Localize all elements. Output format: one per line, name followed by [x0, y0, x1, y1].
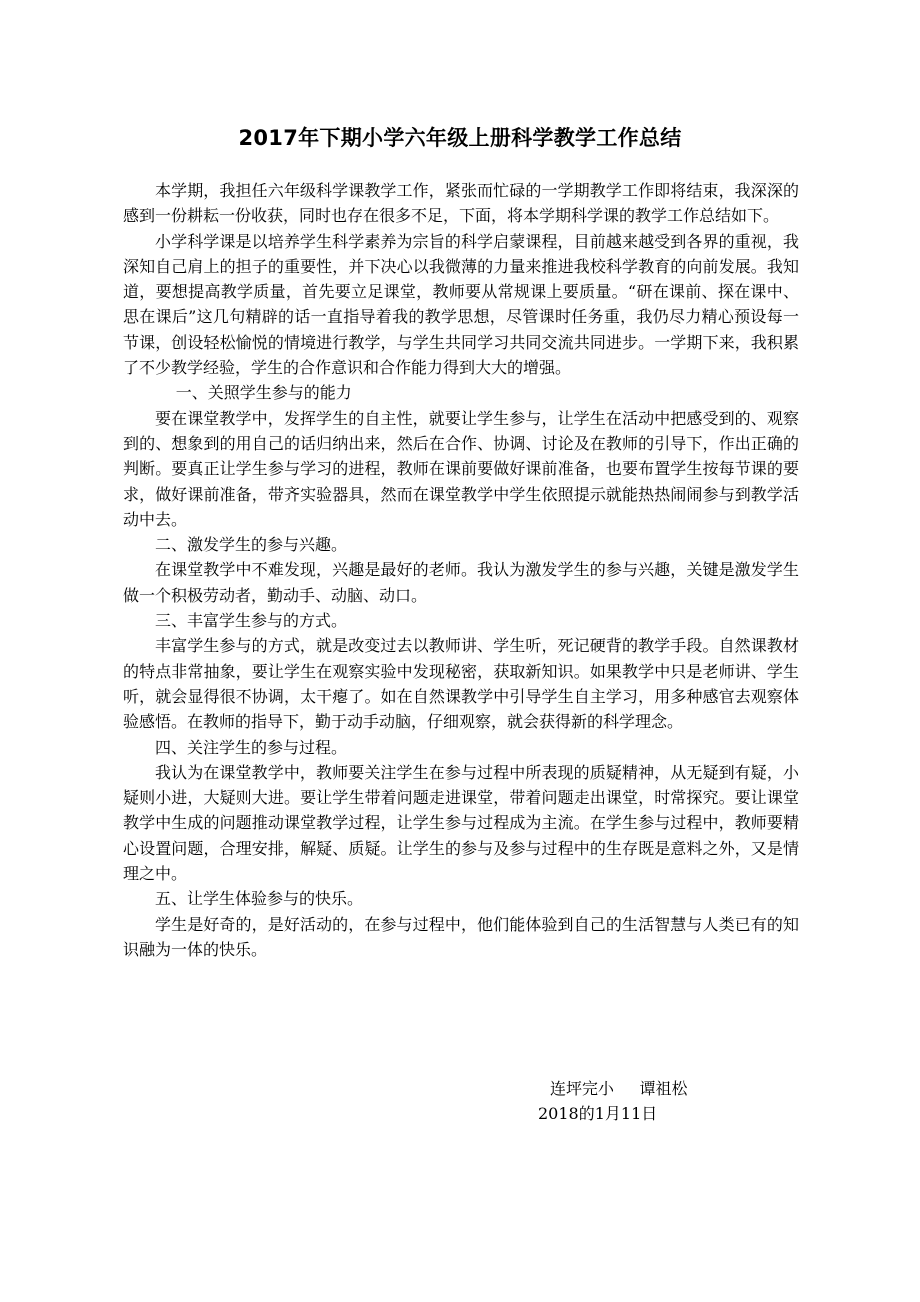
- body-paragraph: 小学科学课是以培养学生科学素养为宗旨的科学启蒙课程，目前越来越受到各界的重视，我深知自己肩上的担子的重要性，并下决心以我微薄的力量来推进我校科学教育的向前发展。我知道，要想提高教学质量，首先要立足课堂，教师要从常规课上要质量。“研在课前、探在课中、思在课后”这几句精辟的话一直指导着我的教学思想，尽管课时任务重，我仍尽力精心预设每一节课，创设轻松愉悦的情境进行教学，与学生共同学习共同交流共同进步。一学期下来，我积累了不少教学经验，学生的合作意识和合作能力得到大大的增强。: [123, 231, 799, 378]
- section-heading-2: 二、激发学生的参与兴趣。: [155, 535, 348, 555]
- section-heading-1: 一、关照学生参与的能力: [175, 383, 352, 403]
- body-paragraph: 学生是好奇的，是好活动的，在参与过程中，他们能体验到自己的生活智慧与人类已有的知识融为一体的快乐。: [123, 914, 799, 959]
- document-body: [123, 178, 799, 962]
- document-title: 2017年下期小学六年级上册科学教学工作总结: [238, 126, 682, 150]
- body-paragraph: 在课堂教学中不难发现，兴趣是最好的老师。我认为激发学生的参与兴趣，关键是激发学生做一个积极劳动者，勤动手、动脑、动口。: [123, 560, 799, 605]
- section-heading-5: 五、让学生体验参与的快乐。: [155, 889, 364, 909]
- body-paragraph: 我认为在课堂教学中，教师要关注学生在参与过程中所表现的质疑精神，从无疑到有疑，小疑则小进，大疑则大进。要让学生带着问题走进课堂，带着问题走出课堂，时常探究。要让课堂教学中生成的问题推动课堂教学过程，让学生参与过程成为主流。在学生参与过程中，教师要精心设置问题，合理安排，解疑、质疑。让学生的参与及参与过程中的生存既是意料之外，又是情理之中。: [123, 762, 799, 884]
- intro-paragraph: 本学期，我担任六年级科学课教学工作，紧张而忙碌的一学期教学工作即将结束，我深深的感到一份耕耘一份收获，同时也存在很多不足，下面，将本学期科学课的教学工作总结如下。: [123, 181, 799, 226]
- section-heading-3: 三、丰富学生参与的方式。: [155, 611, 348, 631]
- signature-author: 谭祖松: [639, 1079, 688, 1098]
- signature-school: 连坪完小: [550, 1079, 615, 1098]
- body-paragraph: 要在课堂教学中，发挥学生的自主性，就要让学生参与，让学生在活动中把感受到的、观察到的、想象到的用自己的话归纳出来，然后在合作、协调、讨论及在教师的引导下，作出正确的判断。要真正让学生参与学习的进程，教师在课前要做好课前准备，也要布置学生按每节课的要求，做好课前准备，带齐实验器具，然而在课堂教学中学生依照提示就能热热闹闹参与到教学活动中去。: [123, 408, 799, 529]
- section-heading-4: 四、关注学生的参与过程。: [155, 737, 348, 757]
- signature-line: [520, 1076, 780, 1101]
- signature-block: [520, 1076, 780, 1126]
- body-paragraph: 丰富学生参与的方式，就是改变过去以教师讲、学生听，死记硬背的教学手段。自然课教材的特点非常抽象，要让学生在观察实验中发现秘密，获取新知识。如果教学中只是老师讲、学生听，就会显得很不协调，太干瘪了。如在自然课教学中引导学生自主学习，用多种感官去观察体验感悟。在教师的指导下，勤于动手动脑，仔细观察，就会获得新的科学理念。: [123, 636, 799, 732]
- signature-date: 2018的1月11日: [538, 1104, 658, 1123]
